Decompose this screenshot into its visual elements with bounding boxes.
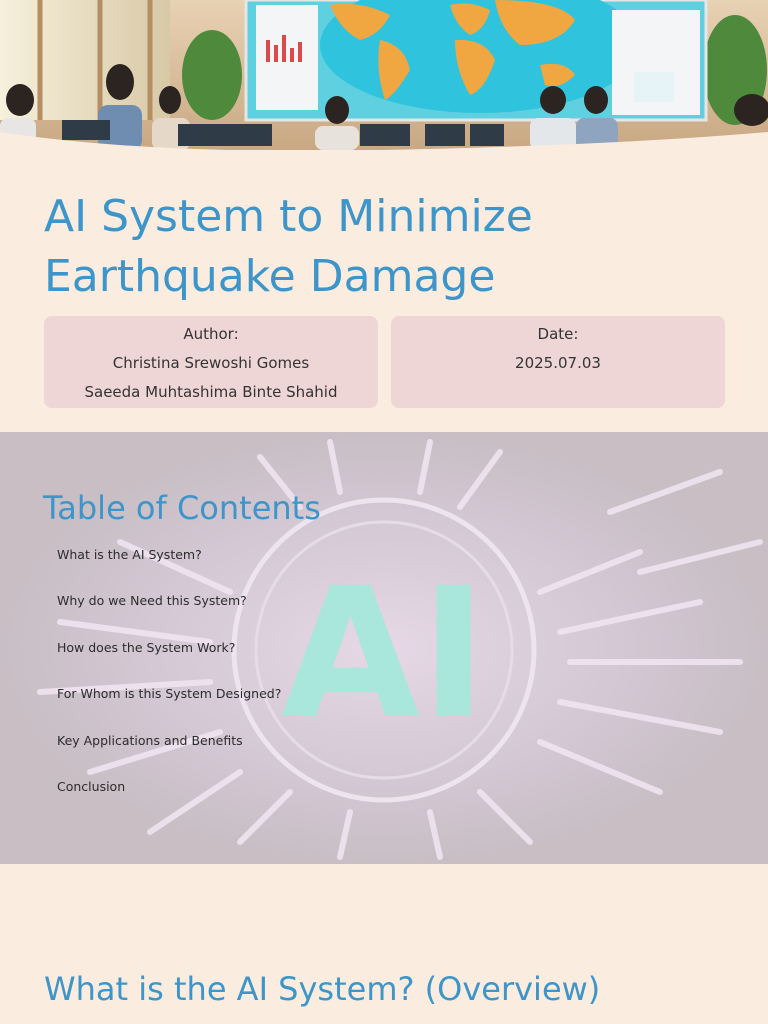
ai-background-text: AI	[280, 550, 488, 759]
toc-item[interactable]: How does the System Work?	[57, 639, 236, 655]
toc-item[interactable]: Key Applications and Benefits	[57, 732, 243, 748]
section-title: What is the AI System? (Overview)	[44, 970, 601, 1008]
author-card	[44, 316, 378, 408]
toc-list	[57, 544, 281, 822]
toc-item[interactable]: Conclusion	[57, 778, 126, 794]
toc-title: Table of Contents	[43, 489, 321, 527]
table-of-contents	[0, 432, 768, 864]
toc-item[interactable]: For Whom is this System Designed?	[57, 686, 282, 702]
date-value: 2025.07.03	[515, 354, 601, 372]
document-title: AI System to Minimize Earthquake Damage	[44, 191, 533, 302]
author-name: Christina Srewoshi Gomes	[112, 354, 310, 372]
author-label: Author:	[183, 325, 239, 343]
toc-item[interactable]: What is the AI System?	[57, 547, 202, 562]
toc-item[interactable]: Why do we Need this System?	[57, 593, 247, 609]
author-name: Saeeda Muhtashima Binte Shahid	[84, 383, 338, 401]
date-card	[391, 316, 725, 408]
date-label: Date:	[537, 325, 579, 343]
hero-image	[0, 0, 768, 150]
